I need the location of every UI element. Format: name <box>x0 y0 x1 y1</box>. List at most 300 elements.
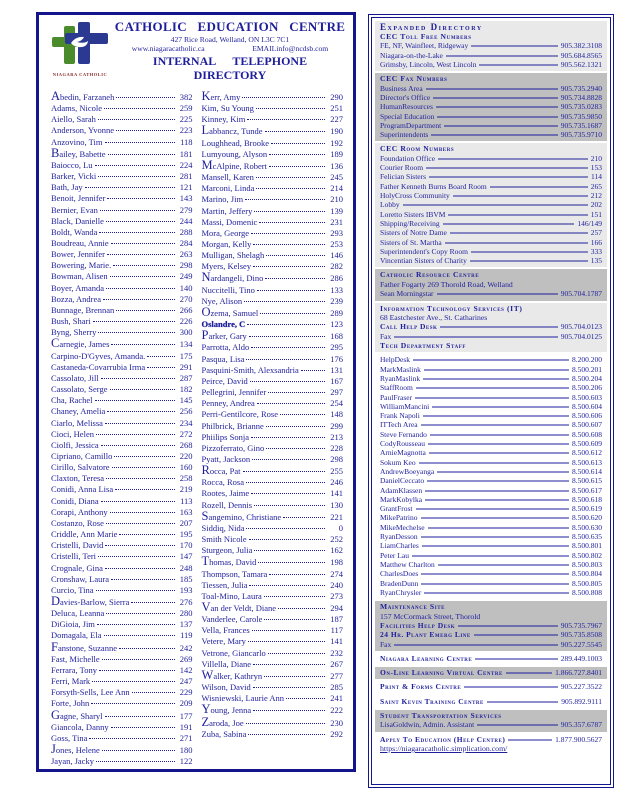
phone-label: Niagara Learning Centre <box>380 653 473 663</box>
phone-number: 905.892.9111 <box>561 696 602 706</box>
entry-name: Fanstone, Suzanne <box>51 639 117 654</box>
directory-entry-row <box>202 183 344 194</box>
dot-leader <box>106 613 174 614</box>
entry-extension: 180 <box>179 745 193 756</box>
phone-row <box>380 374 602 383</box>
entry-drop-cap: Z <box>201 714 210 729</box>
dot-leader <box>111 344 174 345</box>
directory-entry-row <box>202 285 344 296</box>
line-leader <box>471 46 558 47</box>
line-leader <box>443 223 575 224</box>
phone-row <box>380 41 602 50</box>
directory-entry-row <box>51 160 193 171</box>
panel-section <box>375 73 607 141</box>
dot-leader <box>116 97 174 98</box>
phone-row <box>380 191 602 200</box>
panel-section <box>375 354 607 599</box>
entry-name: Forte, John <box>51 698 90 709</box>
entry-extension: 143 <box>179 193 193 204</box>
directory-entry-row <box>201 304 344 319</box>
dot-leader <box>98 119 175 120</box>
entry-name: Mansell, Karen <box>201 172 254 183</box>
logo-wrap <box>47 20 113 77</box>
panel-section <box>375 681 607 693</box>
directory-entry-row <box>51 227 193 238</box>
dot-leader <box>107 254 175 255</box>
dot-leader <box>249 539 325 540</box>
entry-drop-cap: T <box>201 554 210 569</box>
phone-label: HumanResources <box>380 102 433 112</box>
entry-extension: 297 <box>330 387 343 398</box>
entry-extension: 160 <box>179 462 193 473</box>
directory-entry-row <box>51 384 193 395</box>
dot-leader <box>252 630 325 631</box>
line-leader <box>438 158 588 159</box>
phone-label: Shipping/Receiving <box>380 218 440 228</box>
phone-number: 905.735.8508 <box>560 630 602 640</box>
directory-entry-row <box>201 508 344 523</box>
directory-entry-row <box>202 625 344 636</box>
line-leader <box>426 168 588 169</box>
line-leader <box>508 739 552 740</box>
directory-entry-row <box>51 171 193 182</box>
panel-section <box>375 667 607 679</box>
line-leader <box>432 406 569 407</box>
entry-drop-cap: O <box>201 304 211 319</box>
entry-name: Bowman, Alisen <box>51 271 108 282</box>
phone-label: Loretto Sisters IBVM <box>380 209 446 219</box>
dot-leader <box>113 265 174 266</box>
entry-name: Davies-Barlow, Sierra <box>51 594 130 608</box>
dot-leader <box>252 459 325 460</box>
entry-extension: 269 <box>179 653 193 664</box>
panel-section <box>375 303 607 353</box>
phone-number: 8.200.200 <box>572 355 602 365</box>
entry-extension: 272 <box>179 428 193 439</box>
dot-leader <box>246 482 325 483</box>
directory-entry-row <box>202 114 344 125</box>
phone-label: MikeMechelse <box>380 522 425 532</box>
phone-row <box>380 579 602 588</box>
directory-entry-row <box>202 376 344 387</box>
dot-leader <box>247 119 325 120</box>
dot-leader <box>147 356 174 357</box>
phone-row <box>380 697 602 706</box>
entry-extension: 162 <box>330 545 343 556</box>
directory-entry-row <box>51 316 193 327</box>
entry-extension: 141 <box>330 636 343 647</box>
directory-entry-row <box>202 354 344 365</box>
phone-number: 8.500.607 <box>572 420 602 430</box>
dot-leader <box>260 313 325 314</box>
entry-name: Nardangeli, Dino <box>201 270 264 285</box>
dot-leader <box>107 198 174 199</box>
dot-leader <box>258 562 325 563</box>
entry-name: Anzovino, Tim <box>51 136 103 147</box>
entry-name: Claxton, Teresa <box>51 473 105 484</box>
entry-name: Byng, Sherry <box>51 327 97 338</box>
entry-extension: 122 <box>179 756 193 767</box>
phone-number: 8.500.608 <box>572 429 602 439</box>
entry-extension: 198 <box>330 557 343 568</box>
section-address: 68 Eastchester Ave., St. Catharines <box>380 312 488 322</box>
dot-leader <box>271 143 325 144</box>
dot-leader <box>257 290 325 291</box>
dot-leader <box>101 445 175 446</box>
directory-entry-row <box>202 228 344 239</box>
directory-entry-row <box>51 429 193 440</box>
phone-row <box>380 112 602 121</box>
dot-leader <box>103 299 174 300</box>
phone-number: 905.382.3108 <box>560 41 602 51</box>
section-subheading: Catholic Resource Centre <box>380 270 480 280</box>
entry-extension: 294 <box>330 603 343 613</box>
phone-number: 905.562.1321 <box>560 60 602 69</box>
phone-number: 8.500.609 <box>572 439 602 449</box>
phone-label: Father Kenneth Burns Board Room <box>380 181 487 191</box>
phone-number: 905.734.8828 <box>560 93 602 102</box>
entry-drop-cap: K <box>201 88 211 103</box>
entry-extension: 137 <box>179 619 193 630</box>
section-subheading: CEC Room Numbers <box>380 144 455 154</box>
entry-name: Nye, Alison <box>201 295 243 306</box>
directory-entry-row <box>202 409 344 420</box>
dot-leader <box>265 131 326 132</box>
phone-number: 905.735.1687 <box>560 120 602 130</box>
phone-row <box>380 182 602 191</box>
entry-extension: 119 <box>180 630 193 641</box>
phone-label: DanielCeccato <box>380 476 425 486</box>
dot-leader <box>101 378 175 379</box>
directory-entry-row <box>202 569 344 580</box>
directory-entry-row <box>51 294 193 305</box>
entry-name: Marconi, Linda <box>201 183 255 194</box>
directory-entry-row <box>51 373 193 384</box>
phone-label: AdamKlassen <box>380 485 423 495</box>
entry-name: Cassolato, Serge <box>51 384 108 395</box>
phone-row <box>380 420 602 429</box>
entry-name: Vanderlee, Carole <box>201 614 263 625</box>
line-leader <box>433 98 558 99</box>
entry-name: Vetrone, Giancarlo <box>201 647 266 658</box>
dot-leader <box>105 423 175 424</box>
phone-label: Sisters of St. Martha <box>380 237 442 247</box>
entry-name: Barker, Vicki <box>51 171 97 182</box>
line-leader <box>437 471 569 472</box>
phone-row <box>380 504 602 513</box>
directory-entry-row <box>201 88 344 103</box>
directory-entry-row <box>51 698 193 709</box>
entry-name: Castaneda-Covarrubia Irma <box>51 361 146 372</box>
phone-label: LiamCharles <box>380 541 419 551</box>
directory-entry-row <box>202 432 344 443</box>
entry-extension: 146 <box>330 250 343 261</box>
directory-entry-row <box>51 630 193 641</box>
phone-number: 905.227.5545 <box>560 639 602 649</box>
phone-row <box>380 247 602 256</box>
line-leader <box>427 481 569 482</box>
phone-label: ArnieMagnotta <box>380 448 426 458</box>
line-leader <box>474 635 558 636</box>
phone-row <box>380 383 602 392</box>
entry-name: Corapi, Anthony <box>51 506 108 517</box>
dot-leader <box>111 243 175 244</box>
entry-extension: 176 <box>330 353 343 364</box>
entry-drop-cap: C <box>51 336 60 351</box>
phone-row <box>380 210 602 219</box>
entry-name: Domagala, Ela <box>51 630 102 641</box>
entry-extension: 266 <box>179 304 193 315</box>
phone-label: Superintendent's Copy Room <box>380 246 469 256</box>
entry-name: Carpino-D'Gyves, Amanda. <box>51 350 146 361</box>
entry-name: Curcio, Tina <box>51 584 94 595</box>
directory-entry-row <box>51 722 193 733</box>
entry-name: Conidi, Diana <box>51 495 99 506</box>
entry-name: Boldt, Wanda <box>51 226 98 237</box>
panel-section <box>375 601 607 651</box>
entry-extension: 298 <box>330 453 343 464</box>
phone-label: Lobby <box>380 200 400 210</box>
entry-extension: 187 <box>330 614 343 625</box>
line-leader <box>437 294 558 295</box>
dot-leader <box>106 523 175 524</box>
phone-number: 1.877.900.5627 <box>555 734 602 744</box>
entry-drop-cap: N <box>201 270 211 285</box>
line-leader <box>471 251 588 252</box>
entry-name: DiGioia, Jim <box>51 619 95 630</box>
entry-extension: 118 <box>180 136 193 147</box>
phone-number: 905.704.1787 <box>560 289 602 299</box>
entry-name: Nuccitelli, Tino <box>201 284 255 295</box>
phone-label: Matthew Charlton <box>380 559 435 569</box>
entry-extension: 121 <box>179 182 193 193</box>
section-subheading: Maintenance Site <box>380 602 446 612</box>
line-leader <box>506 673 552 674</box>
phone-row <box>380 393 602 402</box>
entry-name: Ciarlo, Melissa <box>51 417 103 428</box>
entry-extension: 255 <box>330 466 343 477</box>
entry-name: Carnegie, James <box>51 336 110 351</box>
phone-label: Felician Sisters <box>380 172 427 182</box>
entry-name: Pizzoferrato, Gino <box>201 442 265 453</box>
entry-extension: 226 <box>179 316 193 327</box>
phone-number: 905.735.9850 <box>560 111 602 121</box>
dot-leader <box>269 166 325 167</box>
entry-extension: 185 <box>179 573 193 584</box>
dot-leader <box>283 517 325 518</box>
entry-name: Giancola, Danny <box>51 721 109 732</box>
directory-entry-row <box>202 693 344 704</box>
entry-name: Deluca, Leanna <box>51 608 105 619</box>
entry-extension: 251 <box>330 103 343 114</box>
entry-extension: 248 <box>179 562 193 573</box>
line-leader <box>436 107 558 108</box>
directory-entry-row <box>202 194 344 205</box>
dot-leader <box>89 738 174 739</box>
line-leader <box>415 397 569 398</box>
phone-label: RyanChrysler <box>380 587 422 597</box>
entry-name: Tiessen, Julia <box>201 579 248 590</box>
entry-extension: 167 <box>330 375 343 386</box>
dot-leader <box>112 467 175 468</box>
directory-entry-row <box>51 418 193 429</box>
phone-row <box>380 228 602 237</box>
phone-label: ProgramDepartment <box>380 120 442 130</box>
entry-extension: 163 <box>179 506 193 517</box>
phone-number: 212 <box>590 191 602 201</box>
phone-row <box>380 513 602 522</box>
entry-name: Walker, Kathryn <box>201 667 263 682</box>
phone-row <box>380 411 602 420</box>
entry-extension: 273 <box>330 590 343 601</box>
line-leader <box>430 434 569 435</box>
entry-drop-cap: V <box>201 600 211 614</box>
dot-leader <box>106 288 174 289</box>
directory-entry-row <box>202 534 344 545</box>
directory-entry-row <box>202 172 344 183</box>
entry-drop-cap: P <box>201 328 209 343</box>
entry-name: Mulligan, Shelagh <box>201 250 265 261</box>
line-leader <box>394 644 558 645</box>
phone-label: On-Line Learning Virtual Centre <box>380 668 503 678</box>
phone-label: Sokum Keo <box>380 457 416 467</box>
header <box>39 15 353 84</box>
dot-leader <box>242 97 325 98</box>
phone-number: 153 <box>590 163 602 173</box>
line-leader <box>425 499 569 500</box>
phone-number: 8.500.803 <box>572 559 602 569</box>
entry-extension: 195 <box>179 529 193 540</box>
entry-extension: 229 <box>179 687 193 698</box>
entry-extension: 190 <box>330 126 343 137</box>
entry-extension: 287 <box>179 372 193 383</box>
directory-entry-row <box>202 465 344 477</box>
directory-entry-row <box>51 619 193 630</box>
entry-name: Bernier, Evan <box>51 204 98 215</box>
phone-number: 146/149 <box>577 218 602 228</box>
directory-url[interactable]: https://niagaracatholic.simplication.com/ <box>380 743 508 753</box>
entry-extension: 232 <box>330 647 343 658</box>
phone-row <box>380 682 602 691</box>
entry-extension: 192 <box>330 137 343 148</box>
phone-label: Sisters of Notre Dame <box>380 228 447 238</box>
phone-number: 8.500.617 <box>572 485 602 495</box>
entry-extension: 249 <box>179 271 193 282</box>
dot-leader <box>116 310 174 311</box>
line-leader <box>416 388 569 389</box>
line-leader <box>394 336 558 337</box>
directory-entry-row <box>51 496 193 507</box>
entry-name: Oslandre, C <box>201 319 246 330</box>
line-leader <box>424 369 569 370</box>
phone-label: ITTech Area <box>380 420 418 430</box>
entry-extension: 267 <box>330 658 343 669</box>
phone-number: 8.500.606 <box>572 411 602 421</box>
line-leader <box>423 416 569 417</box>
entry-name: Sturgeon, Julia <box>201 545 253 556</box>
entry-name: Cassolato, Jill <box>51 372 99 383</box>
entry-extension: 289 <box>330 307 343 318</box>
entry-name: Thomas, David <box>201 554 257 569</box>
line-leader <box>458 625 558 626</box>
entry-extension: 227 <box>330 114 343 125</box>
directory-entry-row <box>51 182 193 193</box>
line-leader <box>444 125 558 126</box>
dot-leader <box>96 434 175 435</box>
phone-label: 24 Hr. Plant Emerg Line <box>380 630 471 640</box>
dot-leader <box>248 641 325 642</box>
directory-entry-row <box>202 580 344 591</box>
niagara-catholic-logo-icon <box>51 22 109 66</box>
page-title: INTERNAL TELEPHONE DIRECTORY <box>152 54 308 83</box>
entry-name: Ciolfi, Jessica <box>51 439 99 450</box>
directory-entry-row <box>202 239 344 250</box>
section-address: Father Fogarty 269 Thorold Road, Welland <box>380 279 513 289</box>
line-leader <box>446 55 558 56</box>
entry-extension: 177 <box>179 710 193 721</box>
entry-extension: 134 <box>179 339 193 350</box>
phone-row <box>380 200 602 209</box>
entry-extension: 133 <box>330 284 343 295</box>
entry-extension: 219 <box>179 484 193 495</box>
entry-extension: 285 <box>330 682 343 693</box>
phone-number: 905.704.0125 <box>560 331 602 341</box>
directory-entry-row <box>51 585 193 596</box>
directory-entry-row <box>202 500 344 511</box>
phone-row <box>380 51 602 60</box>
entry-name: Van der Veldt, Diane <box>201 600 276 614</box>
directory-entry-row <box>51 351 193 362</box>
dot-leader <box>269 154 325 155</box>
phone-number: 8.500.612 <box>572 448 602 458</box>
directory-entry-row <box>202 602 344 614</box>
entry-extension: 253 <box>330 239 343 249</box>
panel-section <box>375 710 607 732</box>
directory-entry-row <box>51 283 193 294</box>
directory-entry-row <box>202 704 344 716</box>
website: www.niagaracatholic.ca <box>131 43 205 53</box>
line-leader <box>421 425 569 426</box>
line-leader <box>413 360 569 361</box>
entry-extension: 130 <box>330 499 343 510</box>
entry-name: Boudreau, Annie <box>51 238 109 248</box>
phone-number: 135 <box>590 256 602 266</box>
email: EMAILinfo@ncdsb.com <box>252 43 329 53</box>
dot-leader <box>101 501 175 502</box>
directory-entry-row <box>202 545 344 556</box>
phone-row <box>380 569 602 578</box>
phone-label: MarkMaslink <box>380 364 421 374</box>
entry-name: Aiello, Sarah <box>51 114 96 125</box>
line-leader <box>421 574 569 575</box>
phone-row <box>380 630 602 639</box>
entry-extension: 295 <box>330 342 343 353</box>
dot-leader <box>108 154 175 155</box>
panel-section <box>375 269 607 300</box>
line-leader <box>423 378 569 379</box>
phone-label: CodyRousseau <box>380 439 425 449</box>
entry-name: Kim, Su Young <box>201 103 254 114</box>
phone-label: RyanDesson <box>380 532 418 542</box>
directory-entry-row <box>51 327 193 338</box>
entry-extension: 268 <box>179 439 193 450</box>
dot-leader <box>251 437 325 438</box>
dot-leader <box>265 278 325 279</box>
dot-leader <box>98 332 174 333</box>
directory-entry-row <box>202 296 344 307</box>
section-subheading: Tech Department Staff <box>380 340 467 350</box>
directory-columns <box>39 84 353 767</box>
